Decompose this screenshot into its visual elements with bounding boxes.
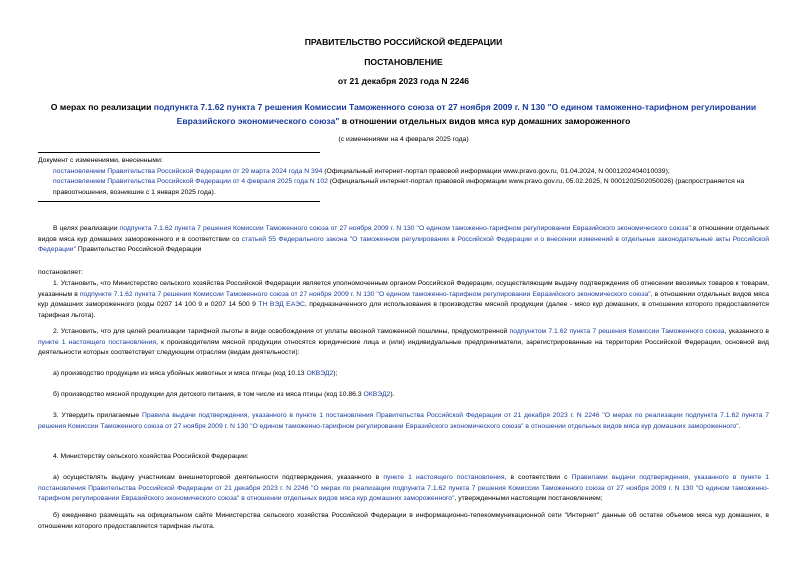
document-type-heading: ПОСТАНОВЛЕНИЕ: [364, 57, 443, 67]
decrees-line: [38, 268, 769, 279]
paragraph-1-link[interactable]: пункте 1 настоящего постановления: [383, 474, 505, 481]
text-run: б) производство мясной продукции для детского питания, в том числе из мяса птицы (код 10.86.3: [53, 391, 364, 398]
okved-link[interactable]: ОКВЭД2: [306, 370, 334, 377]
decision-link[interactable]: подпунктом 7.1.62 пункта 7 решения Комиссии Таможенного союза: [509, 328, 725, 335]
rules-link[interactable]: Правилами выдачи подтверждения, указанного в пункте 1 постановления Правительства Российской Федерации от 21 декабря 2023 г. N 2246 "О мерах по реализации подпункта 7.1.62 пункта 7 решения Комиссии Таможенного союза от 27 ноября 2009 г. N 130 "О едином таможенно-тарифном регулировании Евразийского экономического союза" в отношении отдельных видов мяса кур домашних замороженного": [38, 474, 770, 503]
paragraph-4: [38, 452, 769, 463]
decision-link[interactable]: подпункте 7.1.62 пункта 7 решения Комиссии Таможенного союза от 27 ноября 2009 г. N 130 "О едином таможенно-тарифном регулировании Евразийского экономического союза": [79, 290, 651, 298]
paragraph-2: [38, 327, 769, 359]
text-run: , предназначенного для использования в производстве мясной продукции (далее - мясо кур домашних, в отношении которого предоставляется тарифная льгота).: [38, 301, 769, 319]
change-text: (Официальный интернет-портал правовой информации www.pravo.gov.ru, 01.04.2024, N 0001202404010039);: [322, 167, 670, 175]
change-link[interactable]: постановлением Правительства Российской Федерации от 29 марта 2024 года N 394: [53, 167, 323, 175]
changes-top-divider: [38, 152, 320, 153]
change-link[interactable]: постановлением Правительства Российской Федерации от 4 февраля 2025 года N 102: [53, 178, 328, 186]
text-run: 3. Утвердить прилагаемые: [53, 412, 142, 419]
government-heading: ПРАВИТЕЛЬСТВО РОССИЙСКОЙ ФЕДЕРАЦИИ: [304, 37, 503, 47]
text-run: а) осуществлять выдачу участникам внешнеторговой деятельности подтверждения, указанного в: [53, 474, 384, 481]
paragraph-3: [38, 411, 769, 432]
text-run: а) производство продукции из мяса убойных животных и мяса птицы (код 10.13: [53, 370, 307, 377]
text-run: , к производителям мясной продукции относятся юридические лица и (или) индивидуальные предприниматели, зарегистрированные на территории Российской Федерации, основной вид деятельности которых соответствует следующим отраслям (видам деятельности):: [38, 338, 770, 357]
change-text: (Официальный интернет-портал правовой информации www.pravo.gov.ru, 05.02.2025, N 0001202502050026) (распространяется на правоотношения, возникшие с 1 января 2025 года).: [53, 178, 745, 196]
paragraph-4b-text: б) ежедневно размещать на официальном сайте Министерства сельского хозяйства Российской Федерации в информационно-телекоммуникационной сети "Интернет" данные об остатке объемов мяса кур домашних, в отношении которого предоставляется тарифная льгота.: [38, 512, 769, 530]
amendment-note: (с изменениями на 4 февраля 2025 года): [338, 136, 469, 143]
tnved-link[interactable]: ТН ВЭД ЕАЭС: [258, 301, 305, 309]
text-run: , в отношении отдельных видов мяса кур домашних замороженного (коды 0207 14 100 9 и 0207 14 500 9: [38, 290, 769, 309]
text-run: Правительство Российской Федерации: [76, 246, 202, 254]
text-run: ).: [390, 391, 395, 398]
paragraph-4-text: 4. Министерству сельского хозяйства Российской Федерации:: [53, 453, 249, 460]
text-run: , указанного в: [724, 328, 769, 335]
changes-bottom-divider: [38, 201, 320, 202]
change-item: [38, 167, 769, 178]
text-run: , в соответствии с: [504, 474, 572, 481]
federal-law-link[interactable]: статьей 55 Федерального закона "О таможенном регулировании в Российской Федерации и о внесении изменений в отдельные законодательные акты Российской Федерации": [38, 235, 769, 254]
preamble-paragraph: [38, 224, 769, 256]
document-title: [38, 101, 769, 128]
title-prefix: О мерах по реализации: [50, 102, 154, 112]
title-suffix: в отношении отдельных видов мяса кур домашних замороженного: [339, 115, 631, 126]
rules-link[interactable]: Правила выдачи подтверждения, указанного в пункте 1 постановления Правительства Российской Федерации от 21 декабря 2023 г. N 2246 "О мерах по реализации подпункта 7.1.62 пункта 7 решения Комиссии Таможенного союза от 27 ноября 2009 г. N 130 "О едином таможенно-тарифном регулировании Евразийского экономического союза" в отношении отдельных видов мяса кур домашних замороженного": [38, 412, 769, 430]
changes-block: [38, 156, 769, 198]
decision-link[interactable]: подпункта 7.1.62 пункта 7 решения Комиссии Таможенного союза от 27 ноября 2009 г. N 130 "О едином таможенно-тарифном регулировании Евразийского экономического союза": [119, 225, 691, 232]
text-run: в отношении отдельных видов мяса кур домашних замороженного и в соответствии со: [38, 225, 769, 243]
paragraph-1: [38, 279, 769, 321]
paragraph-2a: [38, 369, 769, 380]
changes-intro: Документ с изменениями, внесенными:: [38, 157, 163, 164]
okved-link[interactable]: ОКВЭД2: [363, 391, 391, 398]
text-run: 2. Установить, что для целей реализации тарифной льготы в виде освобождения от уплаты ввозной таможенной пошлины, предусмотренной: [53, 328, 510, 335]
change-item: [38, 177, 769, 198]
paragraph-4b: [38, 511, 769, 532]
text-run: 1. Установить, что Министерство сельского хозяйства Российской Федерации является уполномоченным органом Российской Федерации, осуществляющим выдачу подтверждения об отнесении ввозимых товаров к товарам, указанным в: [38, 280, 769, 298]
text-run: , утвержденными настоящим постановлением;: [454, 495, 603, 503]
text-run: В целях реализации: [53, 225, 120, 232]
document-date-heading: от 21 декабря 2023 года N 2246: [337, 76, 470, 86]
text-run: .: [738, 422, 741, 430]
paragraph-4a: [38, 473, 769, 505]
text-run: );: [333, 370, 338, 377]
title-link[interactable]: подпункта 7.1.62 пункта 7 решения Комиссии Таможенного союза от 27 ноября 2009 г. N 130 "О едином таможенно-тарифном регулировании Евразийского экономического союза": [153, 102, 757, 126]
paragraph-2b: [38, 390, 769, 401]
paragraph-1-link[interactable]: пункте 1 настоящего постановления: [38, 338, 157, 346]
decrees-text: постановляет:: [38, 269, 83, 276]
